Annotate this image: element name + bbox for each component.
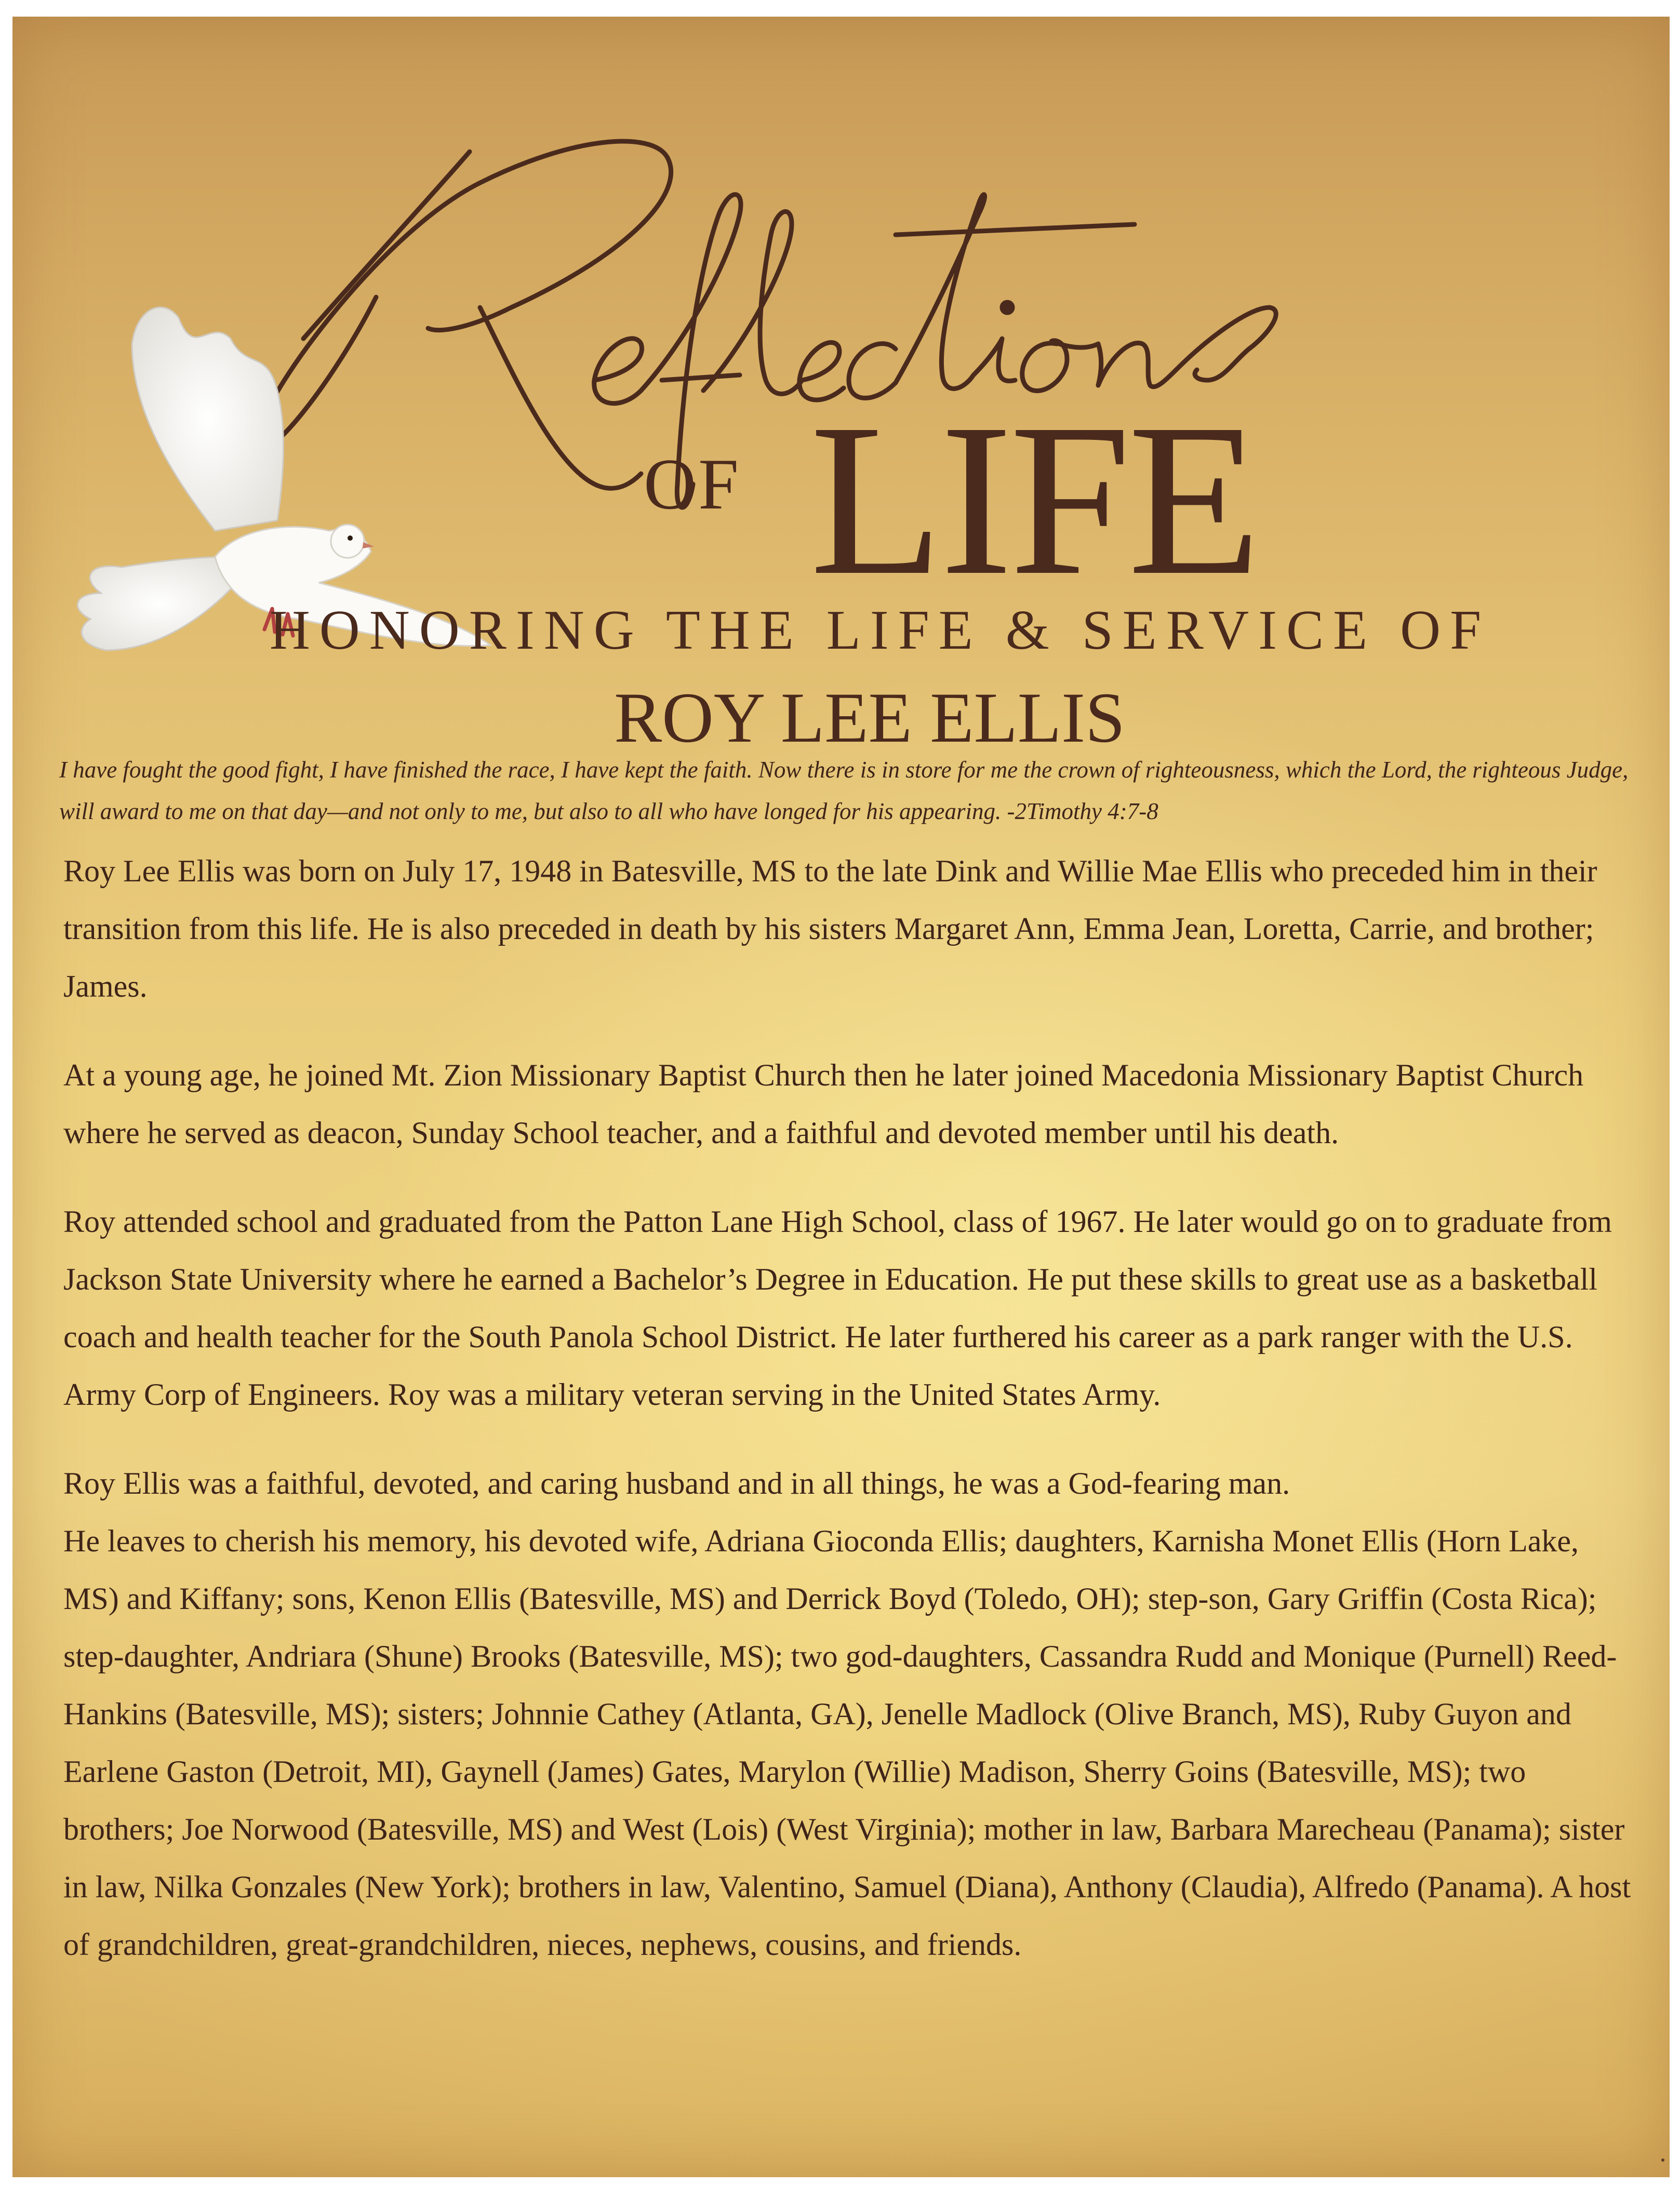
title-life: LIFE (810, 379, 1258, 620)
obituary-page (12, 17, 1670, 2177)
deceased-name: ROY LEE ELLIS (614, 678, 1125, 757)
honoring-subtitle: HONORING THE LIFE & SERVICE OF (269, 599, 1491, 661)
character-paragraph: Roy Ellis was a faithful, devoted, and caring husband and in all things, he was a God-fearing man. (63, 1466, 1290, 1500)
scripture-verse: I have fought the good fight, I have finished the race, I have kept the faith. Now there is in store for me the crown of righteousness, which the Lord, the righteous Judge, will award to me on that day—and not only to me, but also to all who have longed for his appearing. -2Timothy 4:7-8 (59, 757, 1629, 824)
title-of: OF (644, 444, 741, 525)
survivors-paragraph: He leaves to cherish his memory, his devoted wife, Adriana Gioconda Ellis; daughters, Karnisha Monet Ellis (Horn Lake, MS) and Kiffany; sons, Kenon Ellis (Batesville, MS) and Derrick Boyd (Toledo, OH); step-son, Gary Griffin (Costa Rica); step-daughter, Andriara (Shune) Brooks (Batesville, MS); two god-daughters, Cassandra Rudd and Monique (Purnell) Reed-Hankins (Batesville, MS); sisters; Johnnie Cathey (Atlanta, GA), Jenelle Madlock (Olive Branch, MS), Ruby Guyon and Earlene Gaston (Detroit, MI), Gaynell (James) Gates, Marylon (Willie) Madison, Sherry Goins (Batesville, MS); two brothers; Joe Norwood (Batesville, MS) and West (Lois) (West Virginia); mother in law, Barbara Marecheau (Panama); sister in law, Nilka Gonzales (New York); brothers in law, Valentino, Samuel (Diana), Anthony (Claudia), Alfredo (Panama). A host of grandchildren, great-grandchildren, nieces, nephews, cousins, and friends. (63, 1524, 1631, 1962)
church-paragraph: At a young age, he joined Mt. Zion Missionary Baptist Church then he later joined Macedonia Missionary Baptist Church where he served as deacon, Sunday School teacher, and a faithful and devoted member until his death. (63, 1058, 1584, 1150)
scan-speck (1661, 2159, 1664, 2162)
birth-paragraph: Roy Lee Ellis was born on July 17, 1948 in Batesville, MS to the late Dink and Willie Mae Ellis who preceded him in their transition from this life. He is also preceded in death by his sisters Margaret Ann, Emma Jean, Loretta, Carrie, and brother; James. (63, 854, 1597, 1003)
education-career-paragraph: Roy attended school and graduated from the Patton Lane High School, class of 1967. He later would go on to graduate from Jackson State University where he earned a Bachelor’s Degree in Education. He put these skills to great use as a basketball coach and health teacher for the South Panola School District. He later furthered his career as a park ranger with the U.S. Army Corp of Engineers. Roy was a military veteran serving in the United States Army. (63, 1204, 1612, 1412)
biography (63, 842, 1637, 2005)
